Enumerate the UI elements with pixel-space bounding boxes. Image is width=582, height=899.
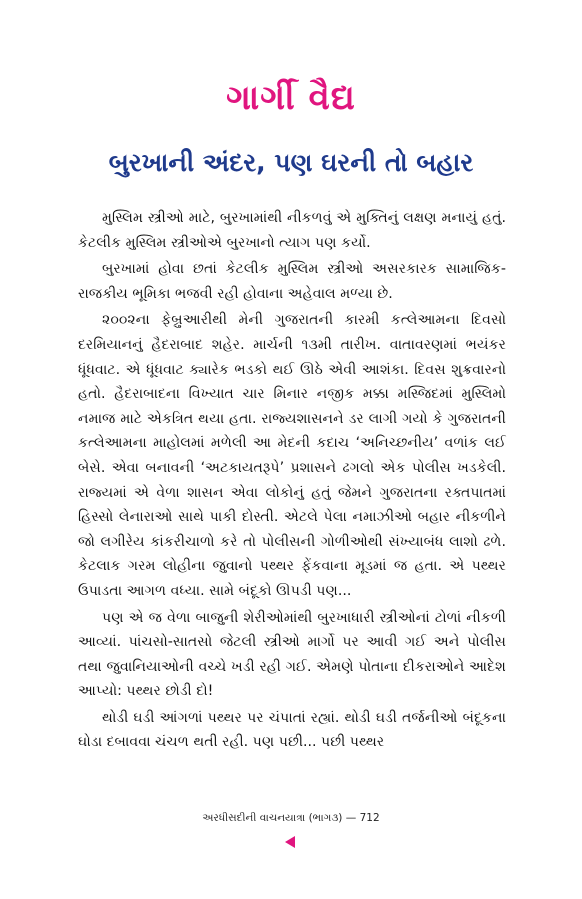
left-triangle-icon	[285, 836, 295, 848]
paragraph: ૨૦૦૨ના ફેબ્રુઆરીથી મેની ગુજરાતની કારમી કત્લેઆમના દિવસો દરમિયાનનું હૈદરાબાદ શહેર. માર્ચની ૧૩મી તારીખ. વાતાવરણમાં ભયંકર ધૂંધવાટ. એ ધૂંધવાટ ક્યારેક ભડકો થઈ ઊઠે એવી આશંકા. દિવસ શુક્રવારનો હતો. હૈદરાબાદના વિખ્યાત ચાર મિનાર નજીક મક્કા મસ્જિદમાં મુસ્લિમો નમાજ માટે એકત્રિત થયા હતા. રાજ્યશાસનને ડર લાગી ગયો કે ગુજરાતની કત્લેઆમના માહોલમાં મળેલી આ મેદની કદાચ ‘અનિચ્છનીય’ વળાંક લઈ બેસે. એવા બનાવની ‘અટકાયતરૂપે’ પ્રશાસને ઢગલો એક પોલીસ ખડકેલી. રાજ્યમાં એ વેળા શાસન એવા લોકોનું હતું જેમને ગુજરાતના રક્તપાતમાં હિસ્સો લેનારાઓ સાથે પાકી દોસ્તી. એટલે પેલા નમાઝીઓ બહાર નીકળીને જો લગીરેય કાંકરીચાળો કરે તો પોલીસની ગોળીઓથી સંખ્યાબંધ લાશો ઢળે. કેટલાક ગરમ લોહીના જુવાનો પથ્થર ફેંકવાના મૂડમાં જ હતા. એ પથ્થર ઉપાડતા આગળ વધ્યા. સામે બંદૂકો ઊપડી પણ...	[78, 312, 506, 599]
page-footer: અરધીસદીની વાચનયાત્રા (ભાગ૩) — 712	[202, 812, 380, 824]
paragraph: થોડી ઘડી આંગળાં પથ્થર પર ચંપાતાં રહ્યાં. થોડી ઘડી તર્જનીઓ બંદૂકના ઘોડા દબાવવા ચંચળ થતી રહી. પણ પછી... પછી પથ્થર	[78, 709, 506, 751]
article-title: બુરખાની અંદર, પણ ઘરની તો બહાર	[108, 148, 474, 177]
article-body	[78, 206, 506, 757]
author-name: ગાર્ગી વૈદ્ય	[226, 78, 356, 118]
paragraph: બુરખામાં હોવા છતાં કેટલીક મુસ્લિમ સ્ત્રીઓ અસરકારક સામાજિક-રાજકીય ભૂમિકા ભજવી રહી હોવાના અહેવાલ મળ્યા છે.	[78, 261, 506, 302]
paragraph: પણ એ જ વેળા બાજુની શેરીઓમાંથી બુરખાધારી સ્ત્રીઓનાં ટોળાં નીકળી આવ્યાં. પાંચસો-સાતસો જેટલી સ્ત્રીઓ માર્ગો પર આવી ગઈ અને પોલીસ તથા જુવાનિયાઓની વચ્ચે ખડી રહી ગઈ. એમણે પોતાના દીકરાઓને આદેશ આપ્યો: પથ્થર છોડી દો!	[78, 609, 506, 700]
paragraph: મુસ્લિમ સ્ત્રીઓ માટે, બુરખામાંથી નીકળવું એ મુક્તિનું લક્ષણ મનાયું હતું. કેટલીક મુસ્લિમ સ્ત્રીઓએ બુરખાનો ત્યાગ પણ કર્યો.	[78, 210, 506, 251]
